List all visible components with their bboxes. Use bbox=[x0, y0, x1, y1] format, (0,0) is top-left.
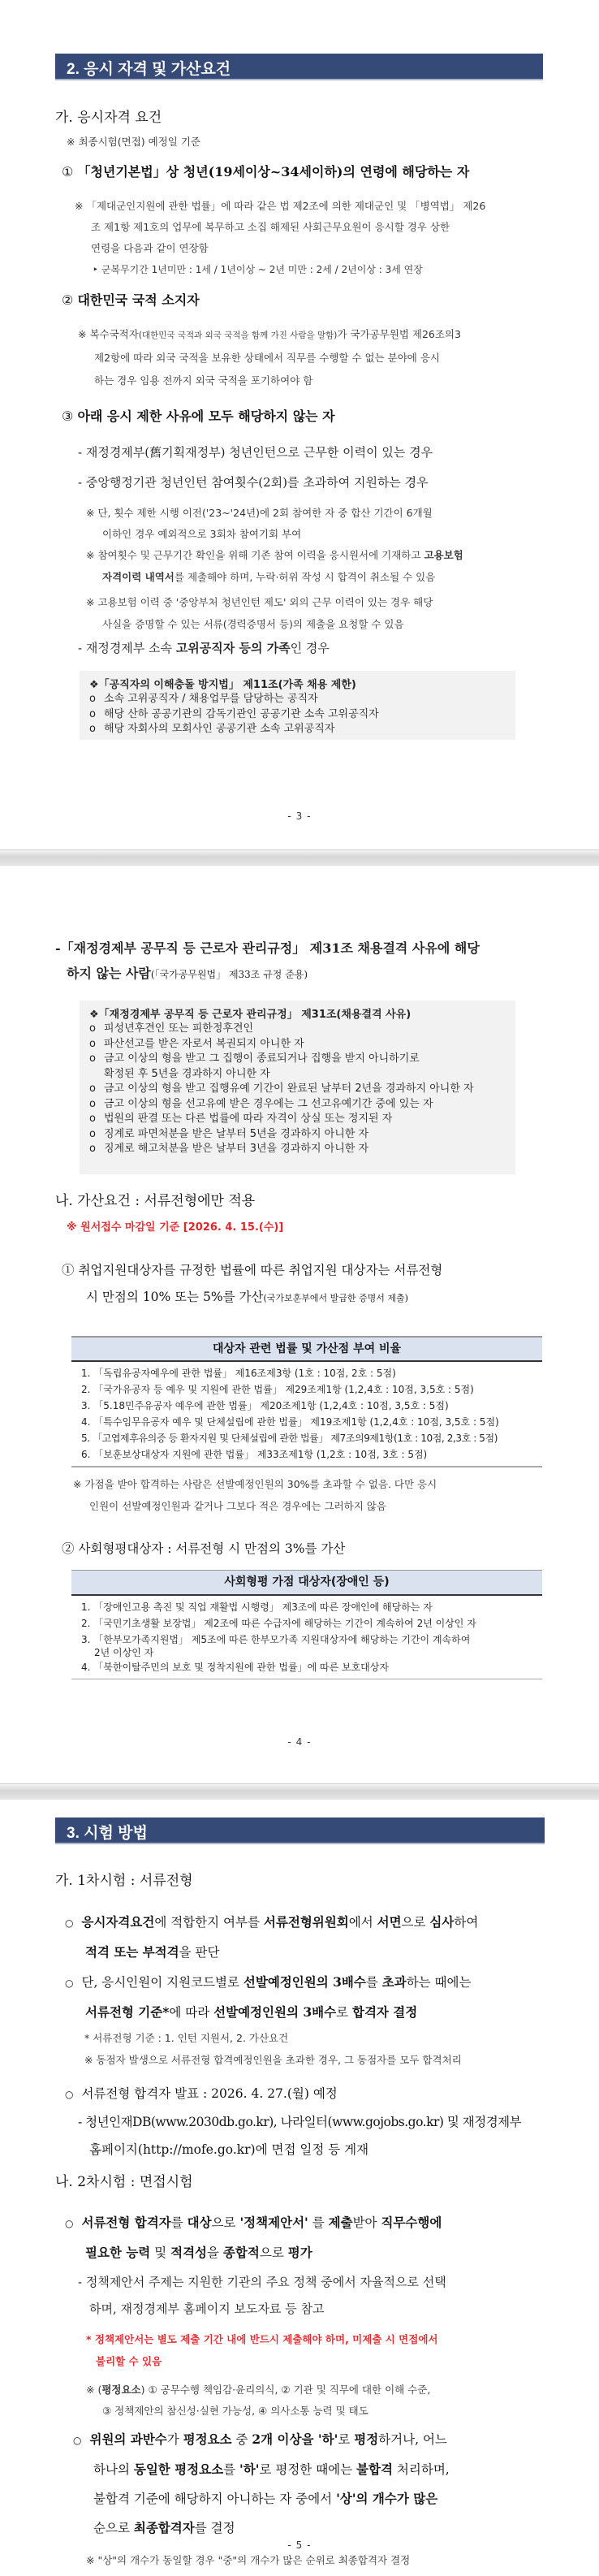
body-text: 로 bbox=[338, 2432, 355, 2447]
requirement-nationality: ② 대한민국 국적 소지자 bbox=[62, 292, 200, 308]
box-row: o 징계로 해고처분을 받은 날부터 3년을 경과하지 아니한 자 bbox=[89, 1143, 369, 1155]
box-row: o 징계로 파면처분을 받은 날부터 5년을 경과하지 아니한 자 bbox=[89, 1127, 369, 1140]
emphasis-text: 필요한 능력 bbox=[85, 2245, 151, 2260]
emphasis-text: 위원의 과반수 bbox=[89, 2431, 167, 2447]
disqualification-box: ❖「재정경제부 공무직 등 근로자 관리규정」 제31조(채용결격 사유) o 피성년후견인 또는 피한정후견인 o 파산선고를 받은 자로서 복권되지 아니한 자 o 금고 이상의 형을 받고 그 집행이 종료되거나 집행을 받지 아니하기로 확정된 후 5년을 경과하지 아니한 자 o 금고 이상의 형을 받고 집행유예 기간이 완료된 날부터 2년을 경과하지 아니한 자 o 금고 이상의 형을 선고유예 받은 경우에는 그 선고유예기간 중에 있는 자 o 법원의 판결 또는 다른 법률에 따라 자격이 상실 또는 정지된 자 o 징계로 파면처분을 받은 날부터 5년을 경과하지 아니한 자 o 징계로 해고처분을 받은 날부터 3년을 경과하지 아니한 자 bbox=[80, 1001, 515, 1174]
body-text: 에서 bbox=[348, 1915, 377, 1930]
screening-criteria-note: * 서류전형 기준 : 1. 인턴 지원서, 2. 가산요건 ※ 동점자 발생으로 서류전형 합격예정인원을 초과한 경우, 그 동점자를 모두 합격처리 bbox=[84, 2032, 462, 2066]
body-text: 으로 bbox=[259, 2245, 288, 2260]
table-row: 4. 「북한이탈주민의 보호 및 정착지원에 관한 법률」에 따른 보호대상자 bbox=[81, 1662, 389, 1673]
emphasis-text: 평가 bbox=[287, 2245, 312, 2260]
table-body bbox=[71, 1362, 542, 1467]
body-text: 로 평정한 때에는 bbox=[259, 2462, 357, 2477]
emphasis-text: 초과 bbox=[381, 1974, 407, 1990]
criteria-note: ※ 최종시험(면접) 예정일 기준 bbox=[67, 136, 200, 148]
final-pass-criteria: ○ 위원의 과반수가 평정요소 중 2개 이상을 '하'로 평정하거나, 어느 하나의 동일한 평정요소를 '하'로 평정한 때에는 불합격 처리하며, 불합격 기준에 해당하지 아니하는 자 중에서 '상'의 개수가 많은 순으로 최종합격자를 결정 bbox=[73, 2431, 450, 2535]
emphasis-text: 합격자 결정 bbox=[351, 2004, 418, 2020]
body-text: 처리하며, bbox=[392, 2462, 450, 2477]
body-text: 을 판단 bbox=[179, 1945, 220, 1960]
bonus-limit-note: ※ 가점을 받아 합격하는 사람은 선발예정인원의 30%를 초과할 수 없음. 다만 응시 인원이 선발예정인원과 같거나 그보다 적은 경우에는 그러하지 않음 bbox=[73, 1478, 437, 1512]
insurance-record-note: ※ 참여횟수 및 근무기간 확인을 위해 기존 참여 이력을 응시원서에 기재하고 고용보험 자격이력 내역서를 제출해야 하며, 누락·허위 작성 시 합격이 취소될 수 있음 bbox=[86, 549, 463, 583]
body-text: 으로 bbox=[211, 2215, 240, 2230]
restriction-prior-intern: - 재정경제부(舊기획재정부) 청년인턴으로 근무한 이력이 있는 경우 bbox=[78, 445, 433, 460]
emphasis-text: 평정 bbox=[354, 2431, 379, 2447]
proposal-topic-note: - 정책제안서 주제는 지원한 기관의 주요 정책 중에서 자율적으로 선택 하며, 재정경제부 홈페이지 보도자료 등 참고 bbox=[78, 2275, 446, 2316]
restriction-disqualification: -「재정경제부 공무직 등 근로자 관리규정」 제31조 채용결격 사유에 해당 하지 않는 사람(「국가공무원법」 제33조 규정 준용) bbox=[55, 940, 480, 981]
body-text: 를 bbox=[170, 2215, 187, 2230]
body-text: 가 bbox=[166, 2432, 183, 2447]
interview-overview: ○ 서류전형 합격자를 대상으로 '정책제안서' 를 제출받아 직무수행에 필요한 능력 및 적격성을 종합적으로 평가 bbox=[65, 2215, 442, 2260]
veterans-law-table bbox=[71, 1336, 542, 1467]
box-row: o 해당 자회사의 모회사인 공공기관 소속 고위공직자 bbox=[89, 723, 335, 735]
body-text: 를 bbox=[365, 1975, 382, 1990]
table-row: 5. 「고엽제후유의증 등 환자지원 및 단체설립에 관한 법률」 제7조의9제1항(1호 : 10점, 2,3호 : 5점) bbox=[81, 1433, 498, 1444]
deadline-note: ※ 원서접수 마감일 기준 [2026. 4. 15.(수)] bbox=[67, 1221, 284, 1234]
emphasis-text: 서류전형 기준* bbox=[85, 2004, 170, 2020]
box-row: o 법원의 판결 또는 다른 법률에 따라 자격이 상실 또는 정지된 자 bbox=[89, 1113, 393, 1125]
table-row: 6. 「보훈보상대상자 지원에 관한 법률」 제33조제1항 (1,2호 : 10점, 3호 : 5점) bbox=[81, 1449, 428, 1460]
emphasis-text: 심사 bbox=[429, 1914, 455, 1930]
emphasis-text: 응시자격요건 bbox=[81, 1914, 155, 1930]
body-text: 받아 bbox=[352, 2215, 381, 2230]
subsection-heading: 가. 1차시험 : 서류전형 bbox=[55, 1873, 193, 1889]
table-header: 사회형평 가점 대상자(장애인 등) bbox=[71, 1570, 542, 1596]
emphasis-text: 종합적 bbox=[222, 2245, 260, 2260]
table-row-continued: 2년 이상인 자 bbox=[94, 1647, 154, 1658]
dual-nationality-note: ※ 복수국적자(대한민국 국적과 외국 국적을 함께 가진 사람을 말함)가 국가공무원법 제26조의3 제2항에 따라 외국 국적을 보유한 상태에서 직무를 수행할 수 없는 분야에 응시 하는 경우 임용 전까지 외국 국적을 포기하여야 함 bbox=[78, 328, 461, 387]
table-row: 2. 「국민기초생활 보장법」 제2조에 따른 수급자에 해당하는 기간이 계속하여 2년 이상인 자 bbox=[81, 1618, 476, 1629]
emphasis-text: 최종합격자 bbox=[133, 2520, 195, 2535]
emphasis-text: 제출 bbox=[328, 2215, 353, 2230]
requirement-age: ① 「청년기본법」상 청년(19세이상~34세이하)의 연령에 해당하는 자 bbox=[62, 164, 470, 179]
page-separator bbox=[0, 849, 599, 866]
box-row: o 파산선고를 받은 자로서 복권되지 아니한 자 bbox=[89, 1037, 304, 1050]
emphasis-text: 불합격 bbox=[356, 2461, 393, 2477]
emphasis-text: 서류전형위원회 bbox=[263, 1914, 349, 1930]
emphasis-text: 서류전형 합격자 bbox=[81, 2215, 171, 2230]
body-text: 하나의 bbox=[93, 2462, 134, 2477]
emphasis-text: 동일한 평정요소 bbox=[133, 2461, 224, 2477]
page-number: - 4 - bbox=[287, 1736, 312, 1748]
emphasis-text: 평정요소 bbox=[183, 2431, 232, 2447]
page-5 bbox=[0, 1800, 599, 2576]
segs bbox=[81, 1915, 478, 1930]
body-text: 하거나, 어느 bbox=[378, 2432, 447, 2447]
page-separator bbox=[0, 1783, 599, 1800]
emphasis-text: 대상 bbox=[187, 2215, 212, 2230]
box-row: o 해당 산하 공공기관의 감독기관인 공공기관 소속 고위공직자 bbox=[89, 707, 379, 720]
evaluation-factors-note: ※ (평정요소) ① 공무수행 책임감·윤리의식, ② 기관 및 직무에 대한 이해 수준, ③ 정책제안의 참신성·실현 가능성, ④ 의사소통 능력 및 태도 bbox=[86, 2384, 431, 2417]
requirement-restrictions: ③ 아래 응시 제한 사유에 모두 해당하지 않는 자 bbox=[62, 408, 335, 424]
tie-break-note: ※ "상"의 개수가 동일할 경우 "중"의 개수가 많은 순위로 최종합격자 결정 bbox=[86, 2554, 411, 2566]
emphasis-text: 2개 이상을 '하' bbox=[252, 2431, 338, 2447]
body-text: 및 bbox=[150, 2245, 171, 2260]
emphasis-text: 적격성 bbox=[170, 2245, 208, 2260]
bonus-social-equity: ② 사회형평대상자 : 서류전형 시 만점의 3%를 가산 bbox=[62, 1541, 346, 1556]
body-text: 을 bbox=[207, 2245, 223, 2260]
body-text: 하는 때에는 bbox=[406, 1975, 472, 1990]
emphasis-text: '하' bbox=[239, 2461, 260, 2477]
body-text: 중 bbox=[231, 2432, 252, 2447]
emphasis-text: '정책제안서' bbox=[239, 2215, 308, 2230]
page-4 bbox=[0, 866, 599, 1783]
table-row: 3. 「5.18민주유공자 예우에 관한 법률」 제20조제1항 (1,2,4호 : 10점, 3,5호 : 5점) bbox=[81, 1400, 449, 1411]
box-row: o 금고 이상의 형을 선고유예 받은 경우에는 그 선고유예기간 중에 있는 자 bbox=[89, 1097, 433, 1110]
subsection-heading: 가. 응시자격 요건 bbox=[55, 110, 162, 126]
table-header: 대상자 관련 법률 및 가산점 부여 비율 bbox=[71, 1336, 542, 1362]
box-row: o 금고 이상의 형을 받고 그 집행이 종료되거나 집행을 받지 아니하기로 bbox=[89, 1052, 420, 1065]
conflict-of-interest-box: ❖「공직자의 이해충돌 방지법」 제11조(가족 채용 제한) o 소속 고위공직자 / 채용업무를 담당하는 공직자 o 해당 산하 공공기관의 감독기관인 공공기관 소속 고위공직자 o 해당 자회사의 모회사인 공공기관 소속 고위공직자 bbox=[80, 671, 515, 740]
body-text: 에 적합한지 여부를 bbox=[154, 1915, 264, 1930]
subsection-heading: 나. 가산요건 : 서류전형에만 적용 bbox=[55, 1193, 256, 1209]
bonus-veterans: ① 취업지원대상자를 규정한 법률에 따른 취업지원 대상자는 서류전형 시 만점의 10% 또는 5%를 가산(국가보훈부에서 발급한 증명서 제출) bbox=[62, 1263, 443, 1304]
box-row-continued: 확정된 후 5년을 경과하지 아니한 자 bbox=[104, 1067, 270, 1080]
military-note: ※ 「제대군인지원에 관한 법률」에 따라 같은 법 제2조에 의한 제대군인 및 「병역법」 제26 조 제1항 제1호의 업무에 복무하고 소집 해제된 사회근무요원이 응시할 경우 상한 연령을 다음과 같이 연장함 ‣ 군복무기간 1년미만 : 1세 / 1년이상 ~ 2년 미만 : 2세 / 2년이상 : 3세 연장 bbox=[75, 200, 486, 275]
table-row: 4. 「특수임무유공자 예우 및 단체설립에 관한 법률」 제19조제1항 (1,2,4호 : 10점, 3,5호 : 5점) bbox=[81, 1416, 499, 1428]
announcement-sites: - 청년인재DB(www.2030db.go.kr), 나라일터(www.gojobs.go.kr) 및 재정경제부 bbox=[78, 2115, 522, 2129]
body-text: 단, 응시인원이 지원코드별로 bbox=[81, 1975, 243, 1990]
section-title-bar: 2. 응시 자격 및 가산요건 bbox=[55, 54, 543, 80]
box-row: o 금고 이상의 형을 받고 집행유예 기간이 완료된 날부터 2년을 경과하지 아니한 자 bbox=[89, 1083, 474, 1095]
restriction-count: - 중앙행정기관 청년인턴 참여횟수(2회)를 초과하여 지원하는 경우 bbox=[78, 475, 429, 490]
subsection-heading: 나. 2차시험 : 면접시험 bbox=[55, 2174, 193, 2190]
page-number: - 3 - bbox=[287, 810, 312, 822]
box-row: o 소속 고위공직자 / 채용업무를 담당하는 공직자 bbox=[89, 693, 318, 705]
body-text: 를 bbox=[223, 2462, 239, 2477]
body-text: 하여 bbox=[454, 1915, 479, 1930]
page-3 bbox=[0, 0, 599, 849]
emphasis-text: 선발예정인원의 3배수 bbox=[213, 2004, 337, 2020]
emphasis-text: 적격 또는 부적격 bbox=[85, 1944, 179, 1960]
section-title-bar: 3. 시험 방법 bbox=[55, 1817, 545, 1844]
table-row: 1. 「장애인고용 촉진 및 직업 재활법 시행령」 제3조에 따른 장애인에 해당하는 자 bbox=[81, 1601, 433, 1613]
restriction-family: - 재정경제부 소속 고위공직자 등의 가족인 경우 bbox=[78, 641, 330, 655]
table-row: 3. 「한부모가족지원법」 제5조에 따른 한부모가족 지원대상자에 해당하는 기간이 계속하여 bbox=[81, 1634, 471, 1645]
proposal-deadline-warning: * 정책제안서는 별도 제출 기간 내에 반드시 제출해야 하며, 미제출 시 면접에서 불리할 수 있음 bbox=[86, 2333, 438, 2367]
body-text: 를 결정 bbox=[194, 2521, 235, 2535]
body-text: 로 bbox=[336, 2005, 352, 2020]
social-equity-table bbox=[71, 1570, 542, 1679]
body-text: 순으로 bbox=[93, 2521, 134, 2535]
career-proof-note: ※ 고용보험 이력 중 '중앙부처 청년인턴 제도' 외의 근무 이력이 있는 경우 해당 사실을 증명할 수 있는 서류(경력증명서 등)의 제출을 요청할 수 있음 bbox=[86, 596, 433, 630]
page-number: - 5 - bbox=[287, 2539, 312, 2551]
emphasis-text: 직무수행에 bbox=[381, 2215, 442, 2230]
count-exception-note: ※ 단, 횟수 제한 시행 이전('23~'24년)에 2회 참여한 자 중 합산 기간이 6개월 이하인 경우 예외적으로 3회차 참여기회 부여 bbox=[86, 507, 433, 540]
table-row: 2. 「국가유공자 등 예우 및 지원에 관한 법률」 제29조제1항 (1,2,4호 : 10점, 3,5호 : 5점) bbox=[81, 1384, 474, 1395]
body-text: 에 따라 bbox=[169, 2005, 214, 2020]
body-text: 불합격 기준에 해당하지 아니하는 자 중에서 bbox=[93, 2492, 337, 2506]
document-result-announcement: ○ 서류전형 합격자 발표 : 2026. 4. 27.(월) 예정 - 청년인재DB(www.2030db.go.kr), 나라일터(www.gojobs.go.kr) 및 재정경제부 홈페이지(http://mofe.go.kr)에 면접 일정 등 게재 bbox=[65, 2086, 522, 2157]
body-text: 를 bbox=[308, 2215, 329, 2230]
table-row: 1. 「독립유공자예우에 관한 법률」 제16조제3항 (1호 : 10점, 2호 : 5점) bbox=[81, 1368, 396, 1379]
box-row: o 피성년후견인 또는 피한정후견인 bbox=[89, 1022, 254, 1035]
document-screening-criteria: ○ 응시자격요건에 적합한지 여부를 서류전형위원회에서 서면으로 심사하여 적격 또는 부적격을 판단 bbox=[65, 1914, 479, 1960]
emphasis-text: '상'의 개수가 많은 bbox=[336, 2491, 438, 2506]
emphasis-text: 서면 bbox=[377, 1914, 402, 1930]
body-text: 으로 bbox=[401, 1915, 430, 1930]
document-screening-cutoff: ○ 단, 응시인원이 지원코드별로 선발예정인원의 3배수를 초과하는 때에는 서류전형 기준*에 따라 선발예정인원의 3배수로 합격자 결정 bbox=[65, 1974, 472, 2020]
table-body bbox=[71, 1596, 542, 1679]
emphasis-text: 선발예정인원의 3배수 bbox=[243, 1974, 366, 1990]
